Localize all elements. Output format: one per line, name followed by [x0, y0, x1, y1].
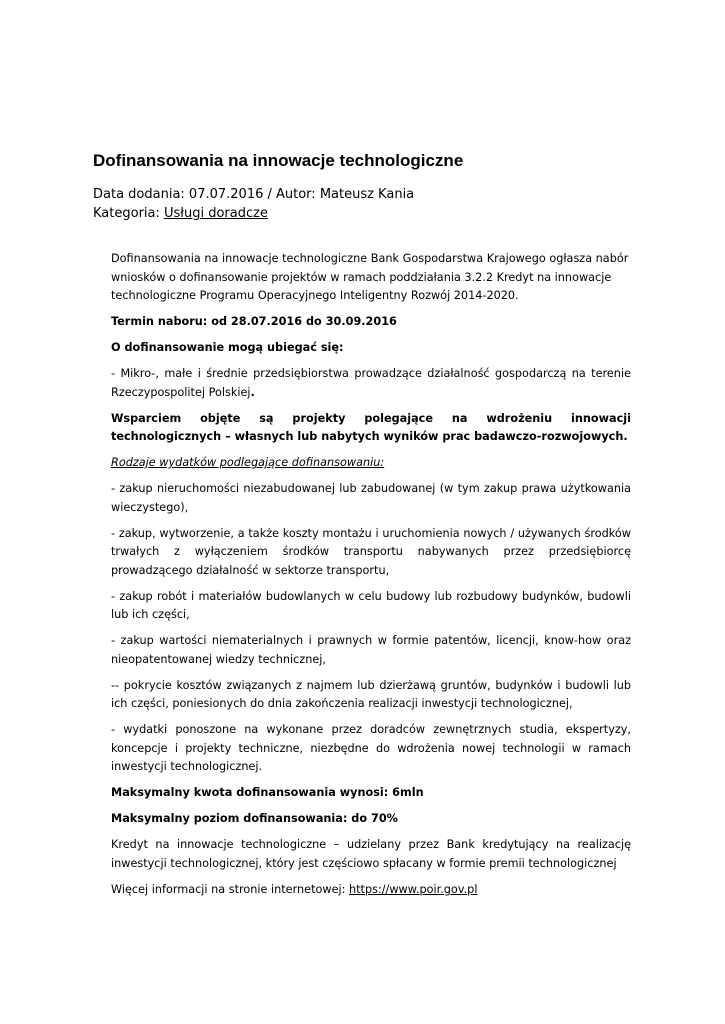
expense-item: - zakup, wytworzenie, a także koszty montażu i uruchomienia nowych / używanych środków trwałych z wyłączeniem środków transportu nabywanych przez przedsiębiorcę prowadzącego działalność w sektorze transportu, — [111, 526, 631, 577]
credit-description: Kredyt na innowacje technologiczne – udzielany przez Bank kredytujący na realizację inwestycji technologicznej, który jest częściowo spłacany w formie premii technologicznej — [111, 838, 631, 870]
article-body — [111, 250, 631, 907]
expense-item: -- pokrycie kosztów związanych z najmem lub dzierżawą gruntów, budynków i budowli lub ich części, poniesionych do dnia zakończenia realizacji inwestycji technologicznej, — [111, 678, 631, 710]
expense-item: - zakup nieruchomości niezabudowanej lub zabudowanej (w tym zakup prawa użytkowania wieczystego), — [111, 482, 631, 514]
category-link[interactable]: Usługi doradcze — [164, 206, 268, 221]
expense-item: - zakup wartości niematerialnych i prawnych w formie patentów, licencji, know-how oraz nieopatentowanej wiedzy technicznej, — [111, 634, 631, 666]
article-meta-category — [93, 205, 653, 222]
expense-item: - wydatki ponoszone na wykonane przez doradców zewnętrznych studia, ekspertyzy, koncepcje i projekty techniczne, niezbędne do wdrożenia nowej technologii w ramach inwestycji technologicznej. — [111, 723, 631, 773]
max-funding-level: Maksymalny poziom dofinansowania: do 70% — [111, 812, 398, 825]
eligible-entities-text: - Mikro-, małe i średnie przedsiębiorstwa prowadzące działalność gospodarczą na terenie Rzeczypospolitej Polskiej — [111, 367, 631, 399]
eligible-entities — [111, 365, 631, 402]
page-title: Dofinansowania na innowacje technologiczne — [93, 151, 464, 170]
article-meta-date-author: Data dodania: 07.07.2016 / Autor: Mateusz Kania — [93, 187, 415, 202]
intro-paragraph: Dofinansowania na innowacje technologiczne Bank Gospodarstwa Krajowego ogłasza nabór wniosków o dofinansowanie projektów w ramach poddziałania 3.2.2 Kredyt na innowacje technologiczne Programu Operacyjnego Inteligentny Rozwój 2014-2020. — [111, 252, 629, 302]
eligible-heading: O dofinansowanie mogą ubiegać się: — [111, 341, 344, 354]
application-deadline: Termin naboru: od 28.07.2016 do 30.09.2016 — [111, 315, 397, 328]
category-label: Kategoria: — [93, 206, 164, 221]
support-scope: Wsparciem objęte są projekty polegające na wdrożeniu innowacji technologicznych – własnych lub nabytych wyników prac badawczo-rozwojowych. — [111, 411, 631, 443]
website-link[interactable]: https://www.poir.gov.pl — [349, 882, 478, 896]
max-funding-amount: Maksymalny kwota dofinansowania wynosi: 6mln — [111, 786, 424, 799]
more-info — [111, 881, 631, 900]
more-info-label: Więcej informacji na stronie internetowej: — [111, 882, 349, 896]
expenses-heading: Rodzaje wydatków podlegające dofinansowaniu: — [111, 456, 385, 469]
eligible-entities-dot: . — [250, 385, 255, 399]
expense-item: - zakup robót i materiałów budowlanych w celu budowy lub rozbudowy budynków, budowli lub ich części, — [111, 589, 631, 621]
